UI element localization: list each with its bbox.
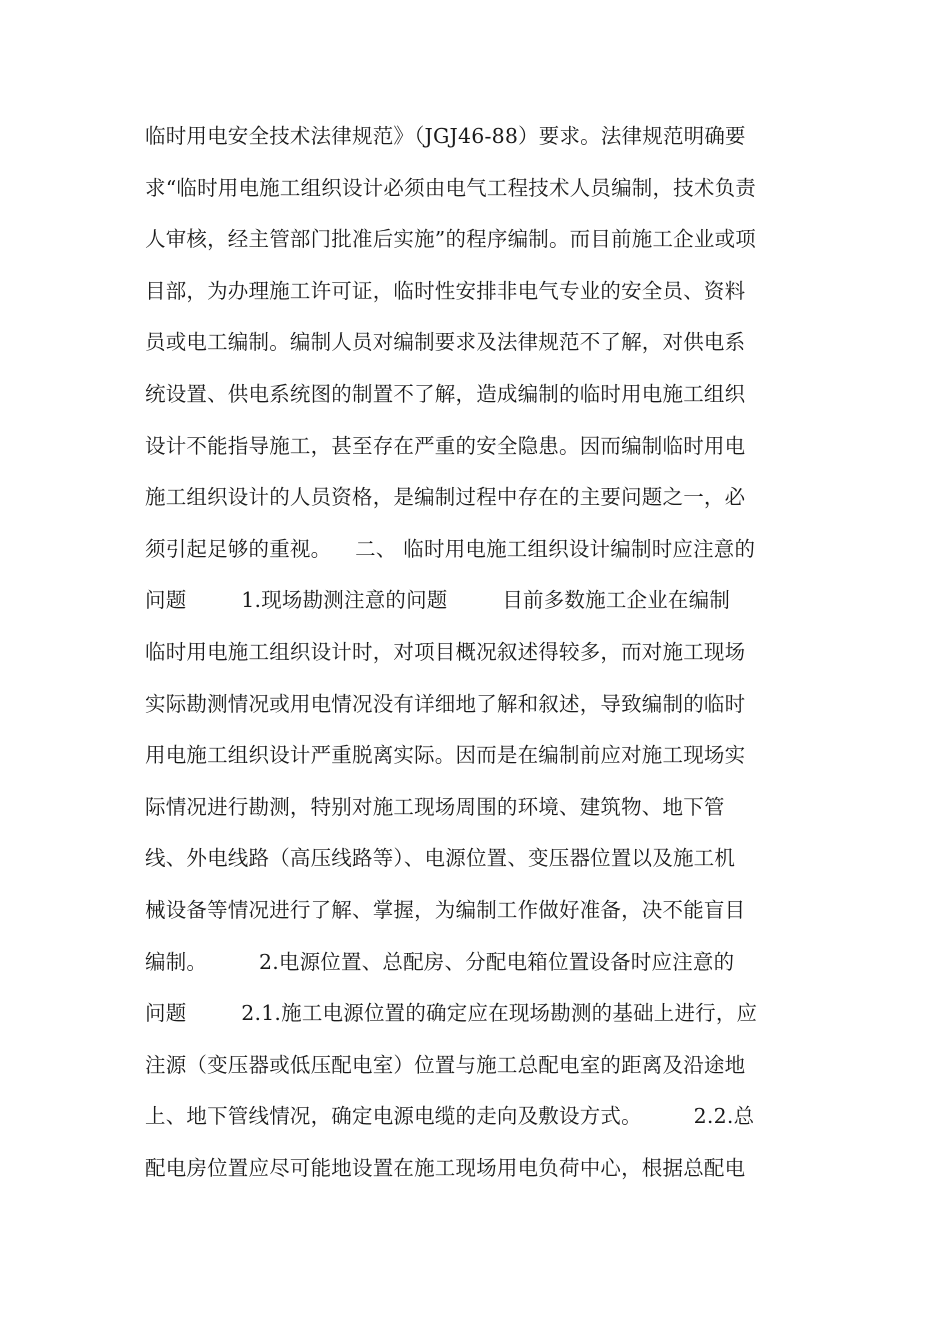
text-line: 临时用电施工组织设计时，对项目概况叙述得较多，而对施工现场 [145,639,746,664]
text-line: 须引起足够的重视。 二、 临时用电施工组织设计编制时应注意的 [145,536,756,561]
text-line: 设计不能指导施工，甚至存在严重的安全隐患。因而编制临时用电 [145,433,746,458]
text-line: 编制。 2.电源位置、总配房、分配电箱位置设备时应注意的 [145,949,735,974]
text-line: 线、外电线路（高压线路等）、电源位置、变压器位置以及施工机 [145,846,736,871]
text-line: 际情况进行勘测，特别对施工现场周围的环境、建筑物、地下管 [145,794,725,819]
text-line: 械设备等情况进行了解、掌握，为编制工作做好准备，决不能盲目 [145,897,746,922]
body-text [145,116,825,1199]
text-line: 临时用电安全技术法律规范》（JGJ46-88）要求。法律规范明确要 [145,124,746,148]
text-line: 配电房位置应尽可能地设置在施工现场用电负荷中心，根据总配电 [145,1155,746,1180]
text-line: 问题 2.1.施工电源位置的确定应在现场勘测的基础上进行，应 [145,1001,758,1026]
text-line: 目部，为办理施工许可证，临时性安排非电气专业的安全员、资料 [145,278,746,303]
text-line: 实际勘测情况或用电情况没有详细地了解和叙述，导致编制的临时 [145,691,746,716]
text-line: 上、地下管线情况，确定电源电缆的走向及敷设方式。 2.2.总 [145,1104,755,1129]
text-line: 用电施工组织设计严重脱离实际。因而是在编制前应对施工现场实 [145,743,746,768]
text-line: 施工组织设计的人员资格，是编制过程中存在的主要问题之一，必 [145,485,746,510]
text-line: 人审核，经主管部门批准后实施”的程序编制。而目前施工企业或项 [145,227,756,252]
text-line: 员或电工编制。编制人员对编制要求及法律规范不了解，对供电系 [145,330,746,355]
text-line: 问题 1.现场勘测注意的问题 目前多数施工企业在编制 [145,588,731,613]
text-line: 统设置、供电系统图的制置不了解，造成编制的临时用电施工组织 [145,381,746,406]
text-line: 注源（变压器或低压配电室）位置与施工总配电室的距离及沿途地 [145,1052,746,1077]
text-line: 求“临时用电施工组织设计必须由电气工程技术人员编制，技术负责 [145,175,756,200]
